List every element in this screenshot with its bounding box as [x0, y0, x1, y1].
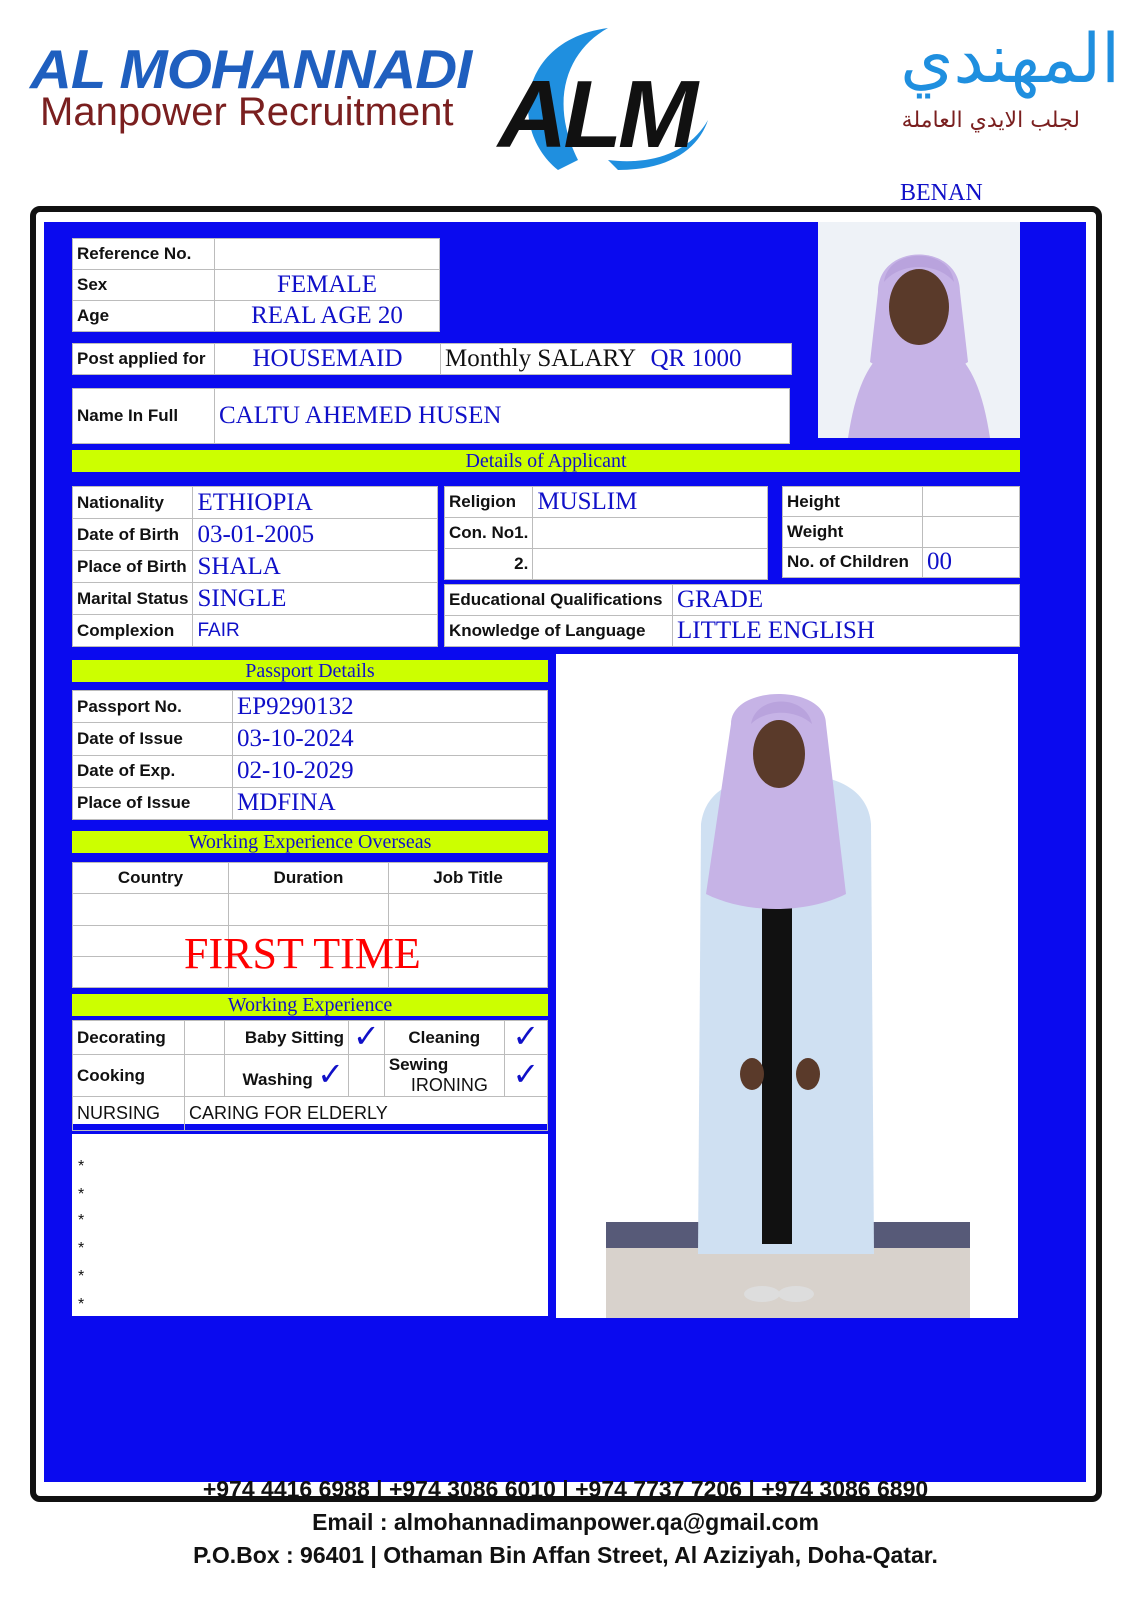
- first-time-note: FIRST TIME: [184, 929, 421, 978]
- footer-address: P.O.Box : 96401 | Othaman Bin Affan Street, Al Aziziyah, Doha-Qatar.: [193, 1542, 938, 1568]
- full-body-person-icon: [556, 654, 1018, 1318]
- pob-label: Place of Birth: [77, 556, 187, 576]
- portrait-photo: [818, 222, 1020, 438]
- age-value: REAL AGE 20: [251, 302, 403, 329]
- passport-place-value: MDFINA: [237, 789, 336, 817]
- overseas-job-header: Job Title: [433, 868, 503, 888]
- washing-check-icon: ✓: [317, 1054, 344, 1093]
- nationality-value: ETHIOPIA: [197, 488, 313, 516]
- physical-details-table: [782, 486, 1020, 578]
- note-bullet: *: [78, 1158, 85, 1175]
- note-bullet: *: [78, 1186, 85, 1203]
- agent-name: BENAN: [900, 180, 983, 206]
- passport-expiry-label: Date of Exp.: [77, 761, 176, 781]
- dob-label: Date of Birth: [77, 524, 179, 544]
- passport-expiry-value: 02-10-2029: [237, 757, 354, 785]
- personal-details-table: [72, 486, 438, 646]
- post-label: Post applied for: [77, 349, 206, 368]
- passport-place-label: Place of Issue: [77, 793, 191, 813]
- pob-value: SHALA: [197, 552, 281, 580]
- portrait-person-icon: [818, 222, 1020, 438]
- details-section-title: Details of Applicant: [72, 450, 1020, 472]
- sex-value: FEMALE: [277, 271, 377, 298]
- complexion-label: Complexion: [77, 620, 175, 640]
- religion-value: MUSLIM: [537, 488, 638, 515]
- height-label: Height: [787, 491, 840, 511]
- footer-email: Email : almohannadimanpower.qa@gmail.com: [312, 1509, 819, 1535]
- language-label: Knowledge of Language: [449, 621, 646, 640]
- sex-label: Sex: [77, 275, 108, 294]
- age-label: Age: [77, 306, 110, 325]
- note-bullet: *: [78, 1212, 85, 1229]
- post-salary-row: [72, 343, 792, 375]
- name-label: Name In Full: [77, 406, 179, 425]
- skill-washing: Washing: [242, 1069, 313, 1089]
- complexion-value: FAIR: [197, 619, 240, 641]
- overseas-country-header: Country: [117, 868, 184, 888]
- reference-label: Reference No.: [77, 244, 192, 263]
- skills-table: [72, 1016, 548, 1124]
- religion-label: Religion: [449, 492, 517, 511]
- company-tagline: Manpower Recruitment: [40, 90, 454, 134]
- logo-text: ALM: [498, 61, 694, 168]
- skill-cleaning: Cleaning: [408, 1027, 481, 1047]
- overseas-duration-header: Duration: [273, 868, 344, 888]
- marital-label: Marital Status: [77, 588, 189, 608]
- name-value: CALTU AHEMED HUSEN: [219, 402, 502, 429]
- arabic-company-name: المهندي: [900, 20, 1120, 99]
- company-name: AL MOHANNADI: [30, 38, 472, 101]
- education-value: GRADE: [677, 586, 764, 613]
- weight-label: Weight: [787, 521, 844, 541]
- passport-issue-value: 03-10-2024: [237, 724, 354, 752]
- company-logo: [498, 20, 738, 180]
- education-language-table: [444, 584, 1020, 646]
- arabic-company-tagline: لجلب الايدي العاملة: [901, 108, 1080, 133]
- skill-nursing: NURSING: [77, 1103, 161, 1123]
- skills-section-title: Working Experience: [72, 994, 548, 1016]
- note-bullet: *: [78, 1240, 85, 1257]
- baby-sitting-check-icon: ✓: [353, 1016, 380, 1055]
- skill-baby-sitting: Baby Sitting: [244, 1027, 344, 1047]
- notes-box: [72, 1134, 548, 1316]
- post-value: HOUSEMAID: [252, 345, 403, 372]
- salary-value: QR 1000: [650, 345, 742, 372]
- dob-value: 03-01-2005: [197, 520, 315, 548]
- skill-decorating: Decorating: [77, 1027, 166, 1047]
- children-label: No. of Children: [787, 552, 909, 572]
- skill-ironing: IRONING: [410, 1075, 488, 1095]
- religion-contact-table: [444, 486, 768, 580]
- note-bullet: *: [78, 1268, 85, 1285]
- contact2-label: 2.: [514, 554, 529, 573]
- passport-section-title: Passport Details: [72, 660, 548, 682]
- skill-sewing: Sewing: [388, 1055, 449, 1074]
- passport-issue-label: Date of Issue: [77, 728, 183, 748]
- cleaning-check-icon: ✓: [512, 1016, 540, 1055]
- basic-info-table: [72, 238, 440, 331]
- children-value: 00: [927, 548, 952, 576]
- overseas-section-title: Working Experience Overseas: [72, 831, 548, 853]
- skill-cooking: Cooking: [77, 1065, 145, 1085]
- language-value: LITTLE ENGLISH: [677, 617, 875, 644]
- passport-number-value: EP9290132: [237, 692, 354, 720]
- full-name-row: [72, 388, 790, 444]
- contact1-label: Con. No1.: [449, 523, 529, 542]
- passport-table: [72, 690, 548, 820]
- footer-phones: +974 4416 6988 | +974 3086 6010 | +974 7737 7206 | +974 3086 6890: [202, 1476, 929, 1502]
- skill-caring-elderly: CARING FOR ELDERLY: [189, 1103, 388, 1123]
- marital-value: SINGLE: [197, 584, 287, 612]
- full-body-photo: [556, 654, 1018, 1318]
- note-bullet: *: [78, 1296, 85, 1313]
- salary-label: Monthly SALARY: [445, 345, 637, 372]
- education-label: Educational Qualifications: [449, 590, 663, 609]
- nationality-label: Nationality: [77, 492, 164, 512]
- ironing-check-icon: ✓: [512, 1054, 540, 1093]
- passport-number-label: Passport No.: [77, 696, 182, 716]
